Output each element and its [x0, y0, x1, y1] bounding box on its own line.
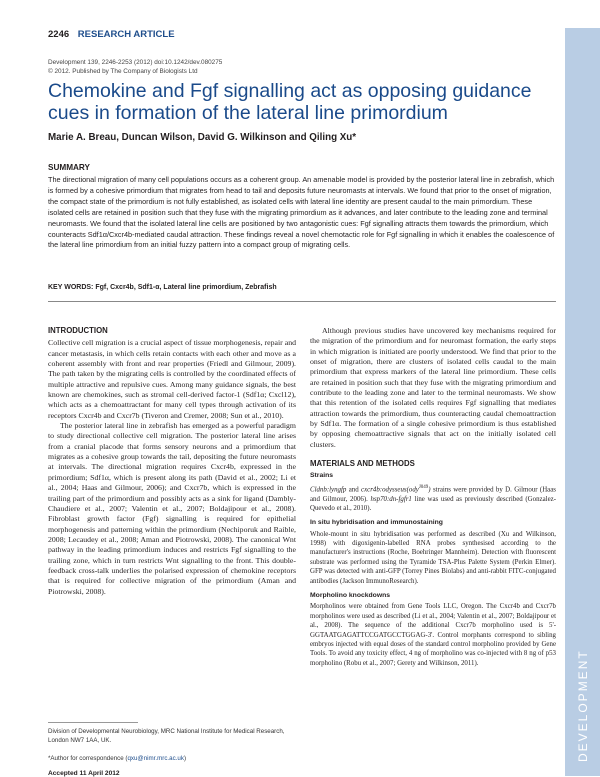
article-meta [48, 58, 222, 76]
correspondence-label: *Author for correspondence ( [48, 755, 128, 762]
intro-paragraph-1: Collective cell migration is a crucial aspect of tissue morphogenesis, repair and cancer metastasis, in which cells retain contacts with each other and move as a coherent assembly with front and rear properties (Friedl and Gilmour, 2009). The path taken by the migrating cells is controlled by the coordinated effects of multiple attractive and repulsive cues. Among many guidance signals, the best known are chemokines, such as stromal cell-derived factor-1 (Sdf1α; Cxcl12), which acts as a chemoattractant for many cell types through activation of its receptors Cxcr4b and Cxcr7b (Tiveron and Cremer, 2008; Sun et al., 2010). [48, 338, 296, 420]
allele-superscript: J049 [418, 484, 429, 490]
correspondence-close: ) [183, 755, 186, 762]
journal-sidebar [565, 28, 600, 776]
morpholino-text: Morpholinos were obtained from Gene Tools LLC, Oregon. The Cxcr4b and Cxcr7b morpholinos were used as described (Li et al., 2004; Valentin et al., 2007; Boldajipour et al., 2008). The sequence of the additional Cxcr7b morpholino used is 5'-GGTAATGAGATTCCGATGCCTGGAG-3'. Control morphants correspond to sibling embryos injected with equal doses of the standard control morpholino provided by Gene Tools. To avoid any toxicity effect, 4 ng of morpholino was co-injected with 8 ng of p53 morpholino (Robu et al., 2007; Gerety and Wilkinson, 2011). [310, 603, 556, 667]
insitu-heading: In situ hybridisation and immunostaining [310, 519, 443, 527]
left-column [48, 326, 296, 597]
section-divider [48, 301, 556, 302]
affiliation-footnote: Division of Developmental Neurobiology, MRC National Institute for Medical Research, London NW7 1AA, UK. [48, 728, 285, 744]
intro-paragraph-2: The posterior lateral line in zebrafish has emerged as a powerful paradigm to study directional collective cell migration. The posterior lateral line arises from a cranial placode that forms sensory neurons and a primordium that migrates as a cohesive group towards the tail, depositing the future neuromasts at intervals. The directional migration requires Cxcr4b, expressed in the primordium; Sdf1α, which is present along its path (David et al., 2002; Li et al., 2004; Haas and Gilmour, 2006); and Cxcr7b, which is expressed in the trailing part of the primordium and possibly acts as a sink for ligand (Dambly-Chaudiere et al., 2007; Valentin et al., 2007; Boldajipour et al., 2008). Fibroblast growth factor (Fgf) signalling is required for epithelial morphogenesis and patterning within the primordium (Nechiporuk and Raible, 2008; Lecaudey et al., 2008; Aman and Piotrowski, 2008). The canonical Wnt pathway in the leading primordium induces and restricts Fgf signalling to the trailing zone, which in turn restricts Wnt signalling to the front. This double-feedback cross-talk underlies the polarised expression of chemokine receptors that is required for collective migration of the primordium (Aman and Piotrowski, 2008). [48, 421, 296, 596]
gene-close: ) [428, 486, 431, 494]
morpholino-heading: Morpholino knockdowns [310, 592, 391, 600]
insitu-text: Whole-mount in situ hybridisation was performed as described (Xu and Wilkinson, 1998) with digoxigenin-labelled RNA probes synthesised according to the manufacturer's instructions (Roche, Boehringer Mannheim). Detection with fluorescent substrate was performed using the Tyramide TSA-Plus Palette System (Perkin Elmer). GFP was detected with anti-GFP (Torrey Pines Biolabs) and anti-rabbit FITC-conjugated antibodies (Jackson ImmunoResearch). [310, 530, 556, 585]
copyright-line: © 2012. Published by The Company of Biologists Ltd [48, 68, 198, 75]
intro-paragraph-3: Although previous studies have uncovered key mechanisms required for the migration of the primordium and for neuromast formation, the early steps in which migration is initiated are poorly understood. We find that prior to the onset of migration, there are clusters of isolated cells caudal to the main primordium that express markers of the lateral line primordium. These cells are retained in position such that they fuse with the migrating primordium and contribute to the leading zone and later to the terminal neuromasts. We show that this retention of the isolated cells requires Fgf signalling that mediates attraction towards the primordium, thus counteracting caudal chemoattraction by Sdf1α. The formation of a single cohesive primordium is thus established by opposing chemoattractive signals that act on the initially isolated cell clusters. [310, 326, 556, 449]
gene-hsp70: hsp70:dn-fgfr1 [370, 495, 412, 503]
page-header [48, 29, 175, 40]
strains-text-2: line was used as previously described (Gonzalez-Quevedo et al., 2010). [310, 495, 556, 512]
keywords-text: Fgf, Cxcr4b, Sdf1-α, Lateral line primordium, Zebrafish [95, 284, 277, 291]
author-email-link[interactable]: qxu@nimr.mrc.ac.uk [127, 755, 184, 762]
methods-heading: MATERIALS AND METHODS [310, 459, 415, 469]
gene-cxcr4b: cxcr4b:odysseus(ody [361, 486, 419, 494]
accepted-date: Accepted 11 April 2012 [48, 770, 120, 777]
footnote-divider [48, 722, 138, 723]
section-label: RESEARCH ARTICLE [77, 29, 175, 40]
intro-heading: INTRODUCTION [48, 326, 108, 335]
page-number: 2246 [48, 29, 70, 40]
right-column [310, 326, 556, 668]
keywords [48, 284, 277, 291]
journal-name: DEVELOPMENT [575, 649, 590, 762]
author-list: Marie A. Breau, Duncan Wilson, David G. Wilkinson and Qiling Xu* [48, 132, 357, 143]
summary-heading: SUMMARY [48, 163, 90, 172]
citation-line: Development 139, 2246-2253 (2012) doi:10.1242/dev.080275 [48, 59, 223, 66]
strains-text [310, 483, 556, 514]
strains-heading: Strains [310, 472, 334, 480]
article-title: Chemokine and Fgf signalling act as opposing guidance cues in formation of the lateral line primordium [48, 80, 532, 124]
strains-and: and [346, 486, 362, 494]
strains-text-1: strains were provided by D. Gilmour (Haas and Gilmour, 2006). [310, 486, 556, 503]
gene-cldnb: Cldnb:lyngfp [310, 486, 347, 494]
correspondence-footnote [48, 755, 296, 764]
keywords-label: KEY WORDS: [48, 284, 94, 291]
summary-text: The directional migration of many cell populations occurs as a coherent group. An amenable model is provided by the posterior lateral line in zebrafish, which is formed by a cohesive primordium that migrates from head to tail and deposits future neuromasts at intervals. We found that prior to the onset of migration, the compact state of the primordium is not fully established, as isolated cells with lateral line identity are present caudal to the main primordium. These isolated cells are retained in position such that they fuse with the migrating primordium as it advances, and later contribute to the leading zone and terminal neuromasts. We found that the isolated lateral line cells are positioned by two antagonistic cues: Fgf signalling attracts them towards the primordium, which counteracts Sdf1α/Cxcr4b-mediated caudal attraction. These findings reveal a novel chemotactic role for Fgf signalling in which it enables the coalescence of the lateral line primordium from an initial fuzzy pattern into a compact group of migrating cells. [48, 175, 555, 250]
